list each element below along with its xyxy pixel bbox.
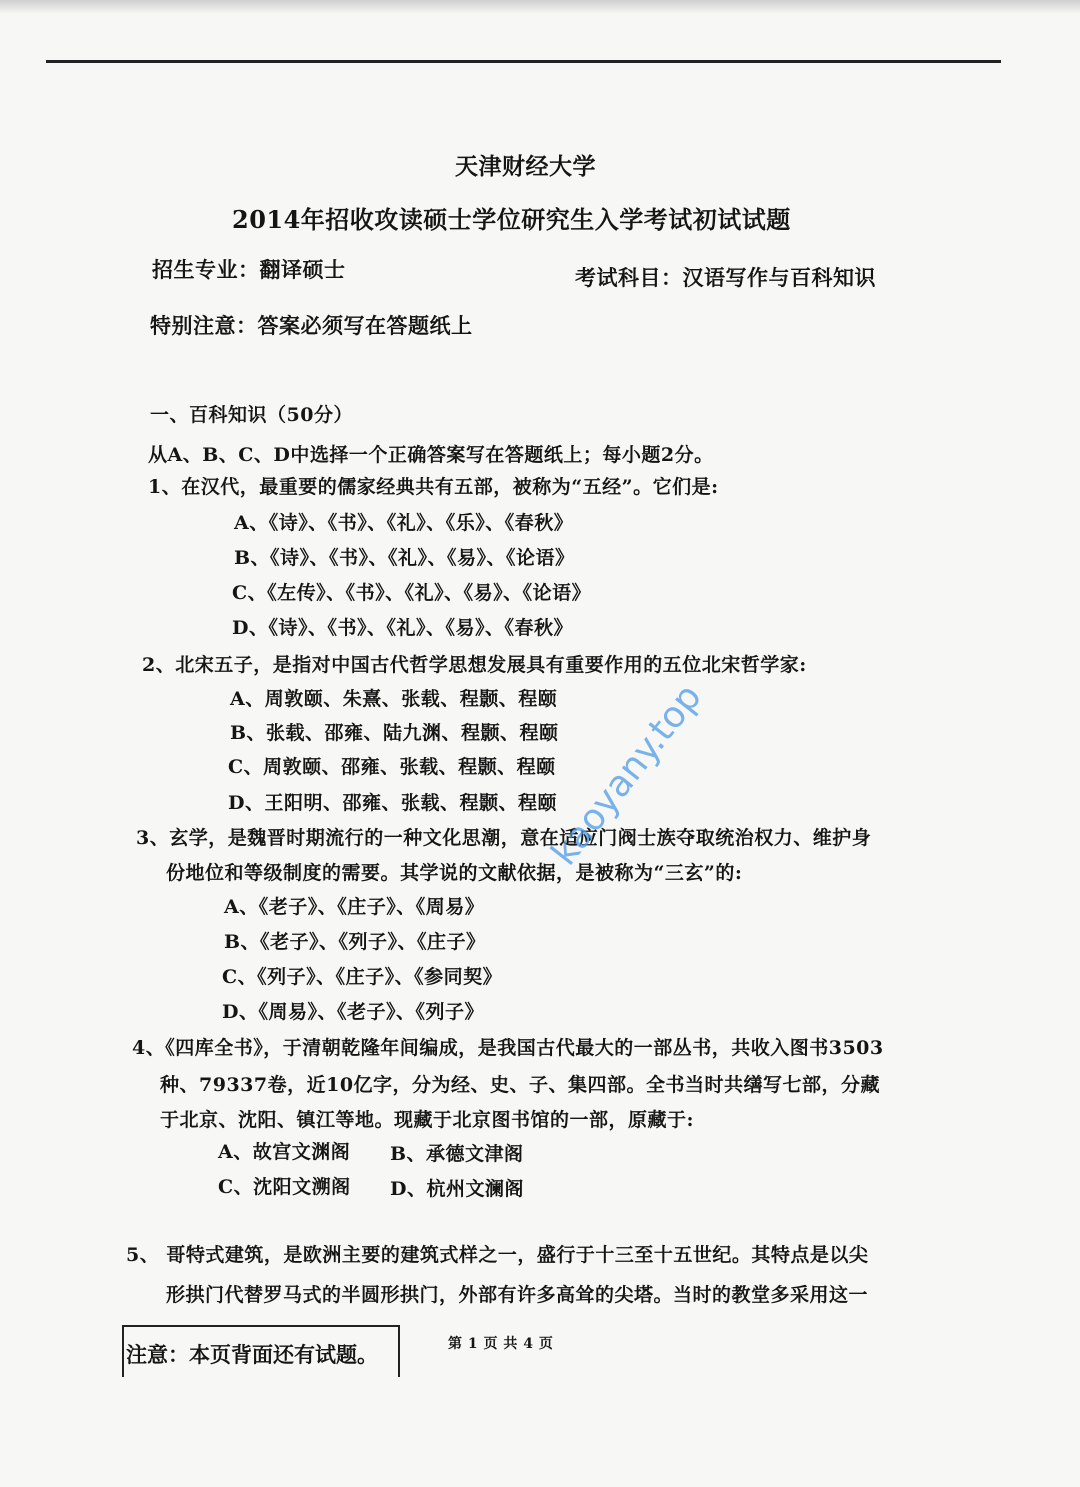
q2-option-a: A、周敦颐、朱熹、张载、程颢、程颐 (230, 688, 558, 710)
q4-option-c: C、沈阳文溯阁 (218, 1176, 351, 1198)
section-instruction: 从A、B、C、D中选择一个正确答案写在答题纸上；每小题2分。 (148, 444, 714, 466)
exam-title: 2014年招收攻读硕士学位研究生入学考试初试试题 (232, 205, 791, 234)
scan-edge (0, 0, 1080, 14)
q2-option-c: C、周敦颐、邵雍、张载、程颢、程颐 (228, 756, 556, 778)
q4-option-d: D、杭州文澜阁 (390, 1178, 524, 1200)
q1-option-c: C、《左传》、《书》、《礼》、《易》、《论语》 (232, 582, 592, 604)
question-4-cont1: 种、79337卷，近10亿字，分为经、史、子、集四部。全书当时共缮写七部，分藏 (160, 1074, 881, 1096)
header-rule (46, 60, 1001, 63)
special-notice: 特别注意：答案必须写在答题纸上 (150, 313, 473, 338)
q1-option-b: B、《诗》、《书》、《礼》、《易》、《论语》 (234, 547, 575, 569)
question-1: 1、在汉代，最重要的儒家经典共有五部，被称为“五经”。它们是: (148, 476, 719, 498)
q2-option-d: D、王阳明、邵雍、张载、程颢、程颐 (228, 792, 557, 814)
q3-option-a: A、《老子》、《庄子》、《周易》 (224, 896, 485, 918)
university-name: 天津财经大学 (455, 153, 596, 180)
q3-option-d: D、《周易》、《老子》、《列子》 (222, 1001, 484, 1023)
back-page-notice: 注意：本页背面还有试题。 (126, 1342, 378, 1367)
question-4: 4、《四库全书》，于清朝乾隆年间编成，是我国古代最大的一部丛书，共收入图书3503 (132, 1037, 884, 1059)
back-page-notice-box (122, 1325, 400, 1377)
q1-option-a: A、《诗》、《书》、《礼》、《乐》、《春秋》 (234, 512, 574, 534)
q2-option-b: B、张载、邵雍、陆九渊、程颢、程颐 (230, 722, 559, 744)
question-5-cont: 形拱门代替罗马式的半圆形拱门，外部有许多高耸的尖塔。当时的教堂多采用这一 (166, 1284, 869, 1306)
major-label: 招生专业：翻译硕士 (152, 257, 346, 282)
q3-option-b: B、《老子》、《列子》、《庄子》 (224, 931, 486, 953)
question-4-cont2: 于北京、沈阳、镇江等地。现藏于北京图书馆的一部，原藏于: (160, 1109, 695, 1131)
q3-option-c: C、《列子》、《庄子》、《参同契》 (222, 966, 503, 988)
page-number: 第 1 页 共 4 页 (448, 1336, 554, 1352)
q4-option-b: B、承德文津阁 (390, 1143, 524, 1165)
question-3-cont: 份地位和等级制度的需要。其学说的文献依据，是被称为“三玄”的: (166, 862, 743, 884)
section-title: 一、百科知识（50分） (150, 404, 353, 426)
question-3: 3、玄学，是魏晋时期流行的一种文化思潮，意在适应门阀士族夺取统治权力、维护身 (136, 827, 872, 849)
question-5: 5、 哥特式建筑，是欧洲主要的建筑式样之一，盛行于十三至十五世纪。其特点是以尖 (126, 1244, 869, 1266)
watermark: kaoyany.top (543, 676, 710, 874)
subject-label: 考试科目：汉语写作与百科知识 (575, 265, 876, 290)
question-2: 2、北宋五子，是指对中国古代哲学思想发展具有重要作用的五位北宋哲学家: (142, 654, 807, 676)
q1-option-d: D、《诗》、《书》、《礼》、《易》、《春秋》 (232, 617, 573, 639)
q4-option-a: A、故宫文渊阁 (218, 1141, 351, 1163)
